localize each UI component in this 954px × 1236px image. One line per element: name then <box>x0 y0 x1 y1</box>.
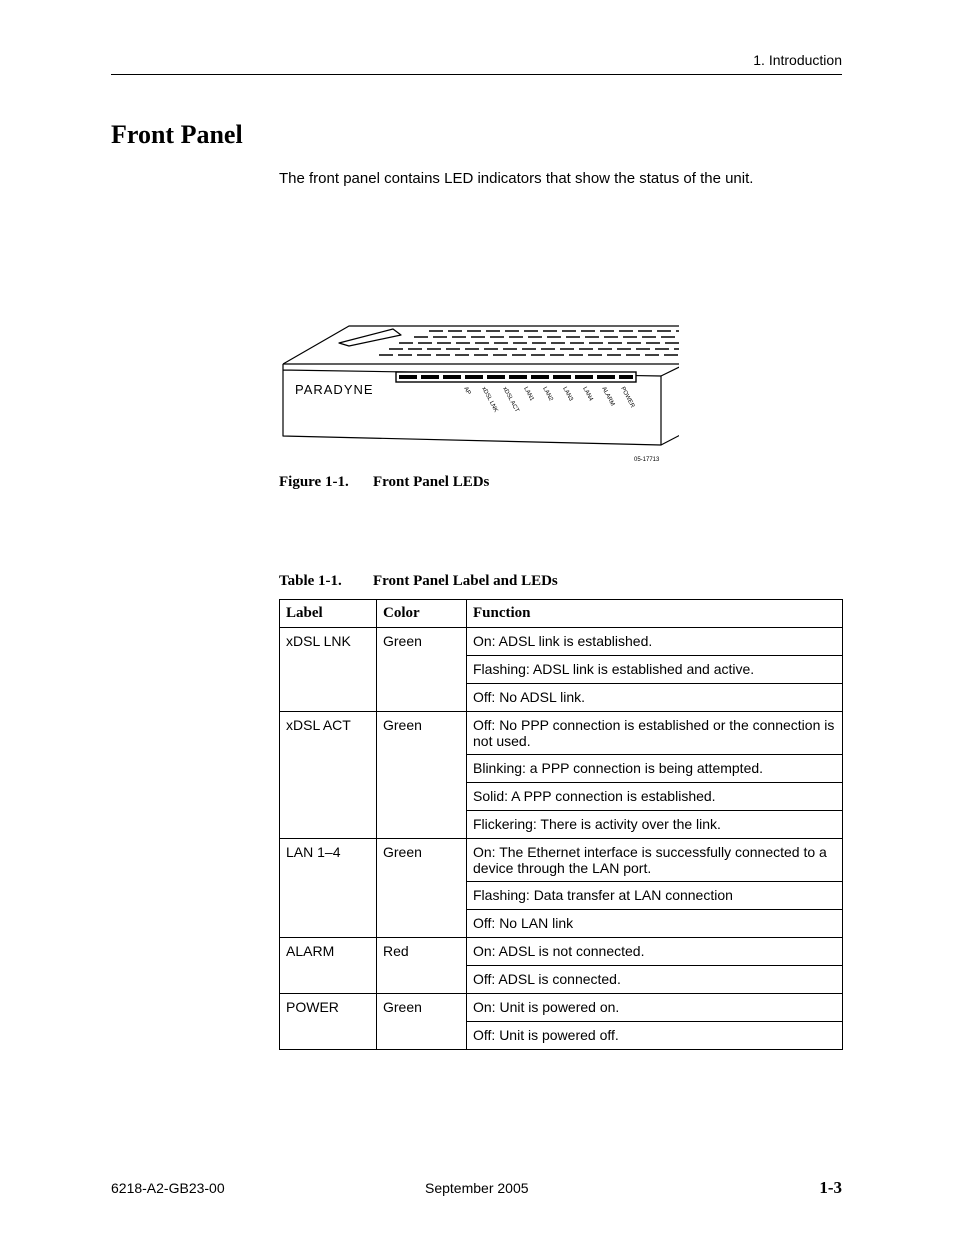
table-caption <box>279 573 558 590</box>
led-function-cell: Off: No ADSL link. <box>467 684 843 712</box>
led-function-cell: Flickering: There is activity over the link. <box>467 811 843 839</box>
page-title: Front Panel <box>111 120 243 149</box>
front-panel-figure <box>279 218 679 468</box>
footer-date: September 2005 <box>425 1180 529 1196</box>
led-label: LAN1 <box>522 386 535 403</box>
led-label: AP <box>462 386 472 397</box>
router-illustration <box>279 218 679 468</box>
running-header: 1. Introduction <box>753 52 842 68</box>
led-label: POWER <box>619 386 636 409</box>
column-header-function: Function <box>467 600 843 628</box>
column-header-color: Color <box>377 600 467 628</box>
led-function-cell: On: Unit is powered on. <box>467 994 843 1022</box>
led-function-cell: Off: ADSL is connected. <box>467 966 843 994</box>
intro-paragraph: The front panel contains LED indicators that show the status of the unit. <box>279 170 754 187</box>
table-caption-title: Front Panel Label and LEDs <box>373 573 558 589</box>
led-color-cell: Green <box>377 712 467 839</box>
led-function-cell: Off: Unit is powered off. <box>467 1022 843 1050</box>
table-header-row <box>280 600 843 628</box>
table-row <box>280 994 843 1022</box>
led-function-cell: On: The Ethernet interface is successfully connected to a device through the LAN port. <box>467 839 843 882</box>
led-function-cell: On: ADSL is not connected. <box>467 938 843 966</box>
led-labels <box>462 386 635 414</box>
top-vents <box>379 331 679 355</box>
led-label-cell: ALARM <box>280 938 377 994</box>
led-color-cell: Red <box>377 938 467 994</box>
led-color-cell: Green <box>377 839 467 938</box>
front-panel-leds-table <box>279 599 843 1050</box>
led-function-cell: Flashing: Data transfer at LAN connection <box>467 882 843 910</box>
table-caption-number: Table 1-1. <box>279 573 342 589</box>
led-label: ALARM <box>600 386 616 408</box>
table-row <box>280 628 843 656</box>
led-color-cell: Green <box>377 628 467 712</box>
led-label: xDSL LNK <box>480 386 499 414</box>
led-label: LAN3 <box>561 386 574 403</box>
led-label: LAN4 <box>581 386 594 403</box>
led-label-cell: xDSL LNK <box>280 628 377 712</box>
led-function-cell: Off: No LAN link <box>467 910 843 938</box>
led-strip <box>396 372 636 382</box>
led-color-cell: Green <box>377 994 467 1050</box>
column-header-label: Label <box>280 600 377 628</box>
router-top-edge <box>283 326 679 364</box>
led-function-cell: Off: No PPP connection is established or the connection is not used. <box>467 712 843 755</box>
part-number: 05-17713 <box>634 457 660 463</box>
figure-caption-title: Front Panel LEDs <box>373 474 490 490</box>
header-rule <box>111 74 842 75</box>
led-label-cell: POWER <box>280 994 377 1050</box>
table-row <box>280 938 843 966</box>
footer-doc-number: 6218-A2-GB23-00 <box>111 1180 225 1196</box>
brand-logo: PARADYNE <box>295 382 374 397</box>
led-function-cell: Flashing: ADSL link is established and active. <box>467 656 843 684</box>
led-label: LAN2 <box>541 386 554 403</box>
led-function-cell: Solid: A PPP connection is established. <box>467 783 843 811</box>
figure-caption <box>279 474 489 491</box>
led-label-cell: LAN 1–4 <box>280 839 377 938</box>
led-label-cell: xDSL ACT <box>280 712 377 839</box>
led-function-cell: Blinking: a PPP connection is being attempted. <box>467 755 843 783</box>
led-function-cell: On: ADSL link is established. <box>467 628 843 656</box>
table-row <box>280 712 843 755</box>
table-row <box>280 839 843 882</box>
led-label: xDSL ACT <box>501 386 520 414</box>
figure-caption-number: Figure 1-1. <box>279 474 349 490</box>
footer-page-number: 1-3 <box>819 1178 842 1197</box>
